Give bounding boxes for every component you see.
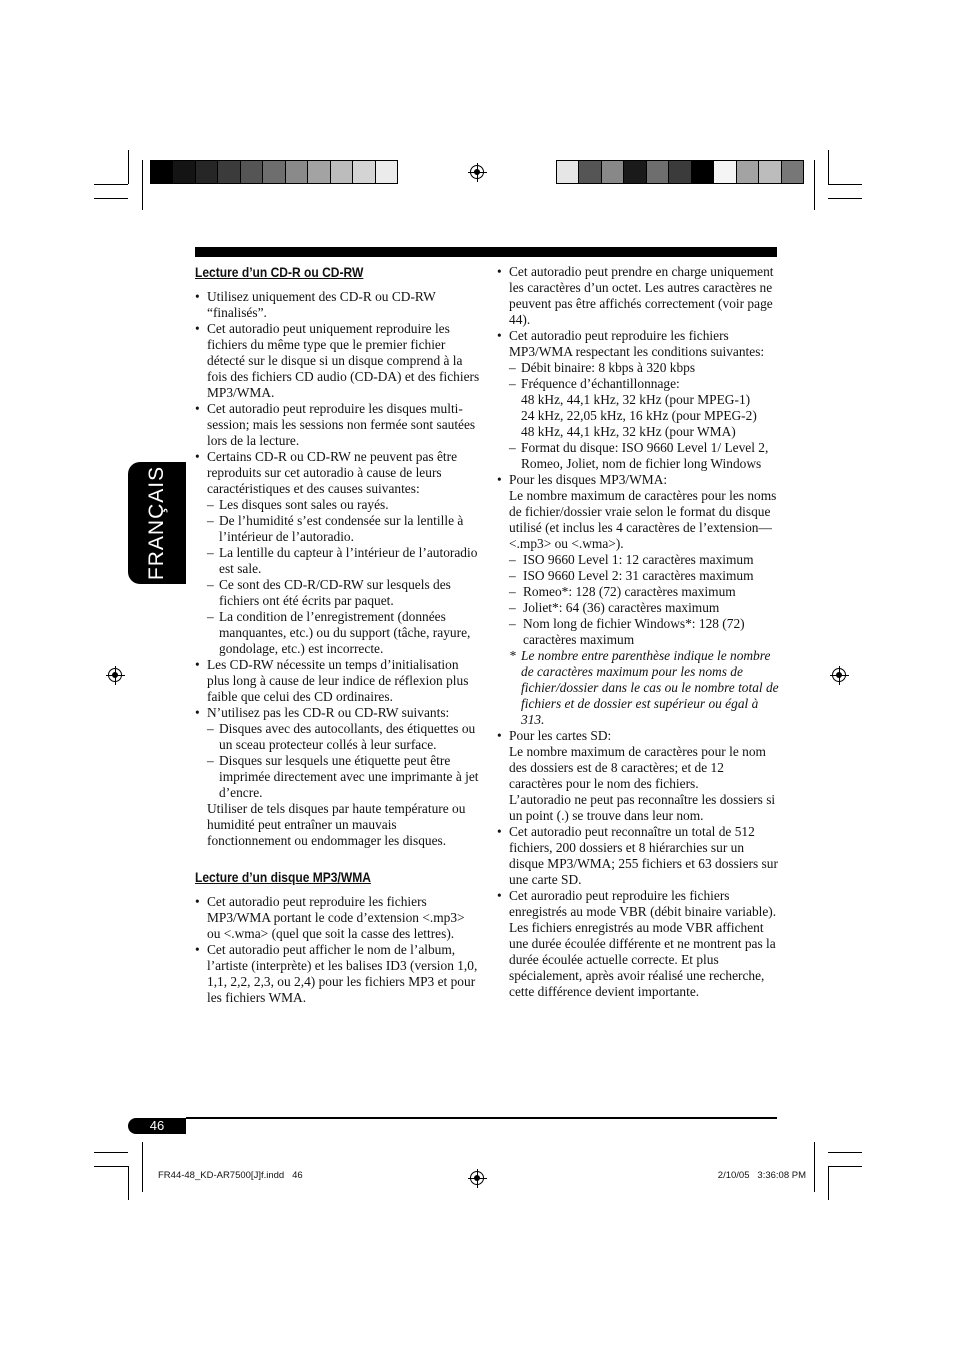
list-item: • Cet autoradio peut reproduire les fichiers MP3/WMA portant le code d’extension <.mp3> ou <.wma> (quel que soit la casse des lettres).	[195, 894, 480, 942]
list-item: • Cet autoradio peut prendre en charge uniquement les caractères d’un octet. Les autres caractères ne peuvent pas être affichés correctement (voir page 44).	[497, 264, 780, 328]
language-tab-label: FRANÇAIS	[145, 465, 168, 581]
frequency-line: 48 kHz, 44,1 kHz, 32 kHz (pour MPEG-1)	[521, 392, 751, 407]
frequency-line: 48 kHz, 44,1 kHz, 32 kHz (pour WMA)	[521, 424, 736, 439]
list-item: – Nom long de fichier Windows*: 128 (72) caractères maximum	[509, 616, 780, 648]
list-item: • Utilisez uniquement des CD-R ou CD-RW “finalisés”.	[195, 289, 480, 321]
list-item: – Fréquence d’échantillonnage: 48 kHz, 44,1 kHz, 32 kHz (pour MPEG-1) 24 kHz, 22,05 kHz, 16 kHz (pour MPEG-2) 48 kHz, 44,1 kHz, 32 kHz (pour WMA)	[509, 376, 780, 440]
crop-mark	[828, 198, 862, 199]
registration-mark-icon	[108, 668, 122, 682]
language-tab	[128, 462, 186, 584]
footnote: * Le nombre entre parenthèse indique le nombre de caractères maximum pour les noms de fichier/dossier dans le cas ou le nombre total de fichiers et de dossier est supérieur ou égal à 313.	[509, 648, 780, 728]
list-item: • Cet autoradio peut reconnaître un total de 512 fichiers, 200 dossiers et 8 hiérarchies sur un disque MP3/WMA; 255 fichiers et 63 dossiers sur une carte SD.	[497, 824, 780, 888]
bullet-list	[195, 289, 480, 849]
top-rule	[195, 247, 777, 257]
crop-mark	[128, 1166, 129, 1200]
list-item: – Romeo*: 128 (72) caractères maximum	[509, 584, 780, 600]
color-bar-left	[150, 160, 398, 184]
paragraph: L’autoradio ne peut pas reconnaître les dossiers si un point (.) se trouve dans leur nom.	[509, 792, 776, 823]
dash-list	[207, 497, 480, 657]
crop-mark	[142, 160, 143, 210]
crop-mark	[828, 1166, 829, 1200]
list-item: • Certains CD-R ou CD-RW ne peuvent pas être reproduits sur cet autoradio à cause de leurs caractéristiques et des causes suivantes: – Les disques sont sales ou rayés. – De l’humidité s’est condensée sur la lentille à l’intérieur de l’autoradio. – La lentille du capteur à l’intérieur de l’autoradio est sale. – Ce sont des CD-R/CD-RW sur lesquels des fichiers ont été écrits par paquet. – La condition de l’enregistrement (données manquantes, etc.) ou du support (tâche, rayure, gondolage, etc.) est incorrecte.	[195, 449, 480, 657]
page-number: 46	[128, 1118, 186, 1134]
list-item: – Les disques sont sales ou rayés.	[207, 497, 480, 513]
crop-mark	[94, 198, 128, 199]
color-bar-right	[556, 160, 804, 184]
list-item: – ISO 9660 Level 2: 31 caractères maximum	[509, 568, 780, 584]
list-item: – Ce sont des CD-R/CD-RW sur lesquels des fichiers ont été écrits par paquet.	[207, 577, 480, 609]
list-item: – ISO 9660 Level 1: 12 caractères maximum	[509, 552, 780, 568]
list-item: • Pour les disques MP3/WMA: Le nombre maximum de caractères pour les noms de fichier/dossier vraie selon le format du disque utilisé (et inclus les 4 caractères de l’extension—<.mp3> ou <.wma>). – ISO 9660 Level 1: 12 caractères maximum – ISO 9660 Level 2: 31 caractères maximum – Romeo*: 128 (72) caractères maximum – Joliet*: 64 (36) caractères maximum – Nom long de fichier Windows*: 128 (72) caractères maximum * Le nombre entre parenthèse indique le nombre de caractères maximum pour les noms de fichier/dossier dans le cas ou le nombre total de fichiers et de dossier est supérieur ou égal à 313.	[497, 472, 780, 728]
list-item: • N’utilisez pas les CD-R ou CD-RW suivants: – Disques avec des autocollants, des étiquettes ou un sceau protecteur collés à leur surface. – Disques sur lesquels une étiquette peut être imprimée directement avec une imprimante à jet d’encre. Utiliser de tels disques par haute température ou humidité peut entraîner un mauvais fonctionnement ou endommager les disques.	[195, 705, 480, 849]
footer-date: 2/10/05 3:36:08 PM	[717, 1170, 806, 1181]
crop-mark	[828, 184, 862, 185]
registration-mark-icon	[832, 668, 846, 682]
frequency-line: 24 kHz, 22,05 kHz, 16 kHz (pour MPEG-2)	[521, 408, 757, 423]
crop-mark	[94, 184, 128, 185]
list-item: • Les CD-RW nécessite un temps d’initialisation plus long à cause de leur indice de réflexion plus faible que celui des CD ordinaires.	[195, 657, 480, 705]
bullet-list	[497, 264, 780, 1000]
list-item: – Disques avec des autocollants, des étiquettes ou un sceau protecteur collés à leur surface.	[207, 721, 480, 753]
section-title: Lecture d’un disque MP3/WMA	[195, 869, 371, 885]
crop-mark	[814, 160, 815, 210]
section-title: Lecture d’un CD-R ou CD-RW	[195, 264, 364, 280]
list-item: • Cet auroradio peut reproduire les fichiers enregistrés au mode VBR (débit binaire variable). Les fichiers enregistrés au mode VBR affichent une durée écoulée différente et ne montrent pas la durée écoulée actuelle correcte. Et plus spécialement, après avoir réalisé une recherche, cette différence devient importante.	[497, 888, 780, 1000]
list-item: • Cet autoradio peut reproduire les disques multi-session; mais les sessions non fermée sont sautées lors de la lecture.	[195, 401, 480, 449]
dash-list	[509, 360, 780, 472]
list-item: – La lentille du capteur à l’intérieur de l’autoradio est sale.	[207, 545, 480, 577]
list-item: • Cet autoradio peut afficher le nom de l’album, l’artiste (interprète) et les balises ID3 (version 1,0, 1,1, 2,2, 2,3, ou 2,4) pour les fichiers MP3 et pour les fichiers WMA.	[195, 942, 480, 1006]
paragraph: Les fichiers enregistrés au mode VBR affichent une durée écoulée différente et ne montrent pas la durée écoulée actuelle correcte. Et plus spécialement, après avoir réalisé une recherche, cette différence devient importante.	[509, 920, 776, 999]
bullet-list	[195, 894, 480, 1006]
crop-mark	[828, 1166, 862, 1167]
paragraph: Le nombre maximum de caractères pour les noms de fichier/dossier vraie selon le format du disque utilisé (et inclus les 4 caractères de l’extension—<.mp3> ou <.wma>).	[509, 488, 777, 551]
list-item: – De l’humidité s’est condensée sur la lentille à l’intérieur de l’autoradio.	[207, 513, 480, 545]
list-item: • Pour les cartes SD: Le nombre maximum de caractères pour le nom des dossiers est de 8 caractères; et de 12 caractères pour le nom des fichiers. L’autoradio ne peut pas reconnaître les dossiers si un point (.) se trouve dans leur nom.	[497, 728, 780, 824]
paragraph: Utiliser de tels disques par haute température ou humidité peut entraîner un mauvais fonctionnement ou endommager les disques.	[207, 801, 466, 848]
crop-mark	[142, 1142, 143, 1192]
crop-mark	[828, 150, 829, 184]
registration-mark-icon	[470, 165, 484, 179]
crop-mark	[128, 150, 129, 184]
footer-filename: FR44-48_KD-AR7500[J]f.indd 46	[158, 1170, 303, 1181]
crop-mark	[828, 1152, 862, 1153]
crop-mark	[94, 1152, 128, 1153]
dash-list	[207, 721, 480, 801]
registration-mark-icon	[470, 1171, 484, 1185]
dash-list	[509, 552, 780, 648]
list-item: – Joliet*: 64 (36) caractères maximum	[509, 600, 780, 616]
list-item: – La condition de l’enregistrement (données manquantes, etc.) ou du support (tâche, rayure, gondolage, etc.) est incorrecte.	[207, 609, 480, 657]
list-item: • Cet autoradio peut uniquement reproduire les fichiers du même type que le premier fichier détecté sur le disque si un disque comprend à la fois des fichiers CD audio (CD-DA) et des fichiers MP3/WMA.	[195, 321, 480, 401]
paragraph: Le nombre maximum de caractères pour le nom des dossiers est de 8 caractères; et de 12 caractères pour le nom des fichiers.	[509, 744, 766, 791]
bottom-rule	[186, 1117, 777, 1119]
list-item: – Format du disque: ISO 9660 Level 1/ Level 2, Romeo, Joliet, nom de fichier long Windows	[509, 440, 780, 472]
crop-mark	[814, 1142, 815, 1192]
list-item: – Débit binaire: 8 kbps à 320 kbps	[509, 360, 780, 376]
right-column	[497, 264, 780, 1000]
list-item: – Disques sur lesquels une étiquette peut être imprimée directement avec une imprimante à jet d’encre.	[207, 753, 480, 801]
list-item: • Cet autoradio peut reproduire les fichiers MP3/WMA respectant les conditions suivantes: – Débit binaire: 8 kbps à 320 kbps – Fréquence d’échantillonnage: 48 kHz, 44,1 kHz, 32 kHz (pour MPEG-1) 24 kHz, 22,05 kHz, 16 kHz (pour MPEG-2) 48 kHz, 44,1 kHz, 32 kHz (pour WMA) – Format du disque: ISO 9660 Level 1/ Level 2, Romeo, Joliet, nom de fichier long Windows	[497, 328, 780, 472]
left-column	[195, 264, 480, 1006]
crop-mark	[94, 1166, 128, 1167]
